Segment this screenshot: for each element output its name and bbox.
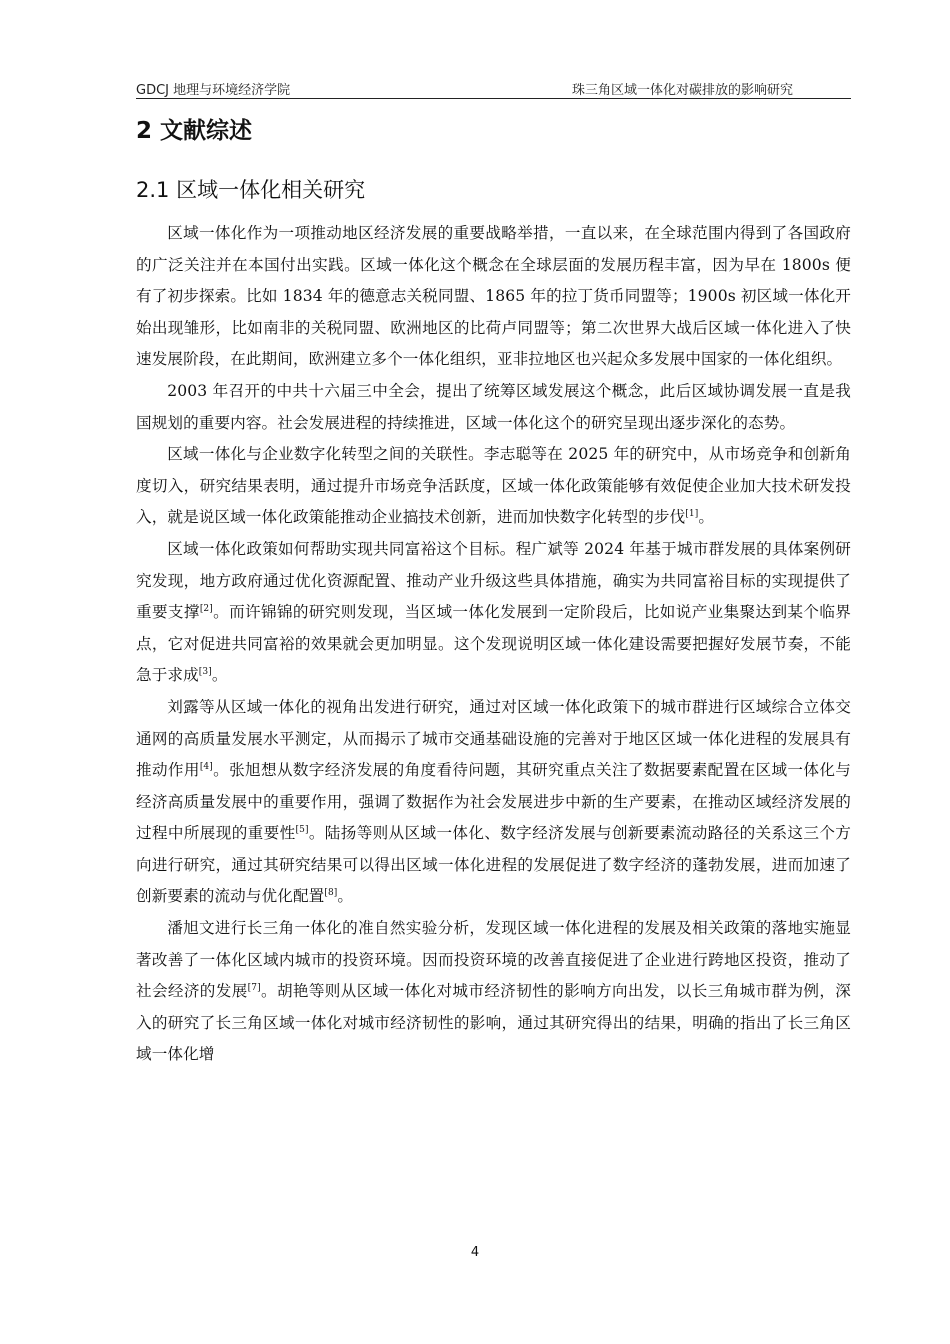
paragraph — [136, 534, 851, 692]
running-header — [136, 76, 851, 99]
paragraph-text: 。 — [211, 666, 228, 685]
paragraph-text: 2003 年召开的中共十六届三中全会，提出了统筹区域发展这个概念，此后区域协调发展一直是我国规划的重要内容。社会发展进程的持续推进，区域一体化这个的研究呈现出逐步深化的态势。 — [136, 381, 851, 432]
paragraph — [136, 692, 851, 913]
paragraph-text: 。张旭想从数字经济发展的角度看待问题，其研究重点关注了数据要素配置在区域一体化与经济高质量发展中的重要作用，强调了数据作为社会发展进步中新的生产要素，在推动区域经济发展的过程中所展现的重要性 — [136, 761, 851, 843]
citation: [3] — [198, 667, 212, 678]
chapter-title: 2 文献综述 — [136, 118, 253, 144]
paragraph-text: 区域一体化与企业数字化转型之间的关联性。李志聪等在 2025 年的研究中，从市场竞争和创新角度切入，研究结果表明，通过提升市场竞争活跃度，区域一体化政策能够有效促使企业加大技术研发投入，就是说区域一体化政策能推动企业搞技术创新，进而加快数字化转型的步伐 — [136, 445, 851, 527]
citation: [2] — [199, 604, 213, 615]
page-number: 4 — [470, 1245, 480, 1260]
header-institution: GDCJ 地理与环境经济学院 — [136, 83, 291, 98]
paragraph-text: 。 — [698, 508, 715, 527]
citation: [5] — [295, 825, 309, 836]
paragraph-text: 。而许锦锦的研究则发现，当区域一体化发展到一定阶段后，比如说产业集聚达到某个临界点，它对促进共同富裕的效果就会更加明显。这个发现说明区域一体化建设需要把握好发展节奏，不能急于求成 — [136, 603, 851, 685]
paragraph — [136, 913, 851, 1071]
paragraph-text: 区域一体化政策如何帮助实现共同富裕这个目标。程广斌等 2024 年基于城市群发展的具体案例研究发现，地方政府通过优化资源配置、推动产业升级这些具体措施，确实为共同富裕目标的实现提供了重要支撑 — [136, 539, 851, 622]
paragraph — [136, 439, 851, 534]
paragraph-text: 潘旭文进行长三角一体化的准自然实验分析，发现区域一体化进程的发展及相关政策的落地实施显著改善了一体化区域内城市的投资环境。因而投资环境的改善直接促进了企业进行跨地区投资，推动了社会经济的发展 — [136, 919, 851, 1001]
body-text — [136, 218, 851, 1071]
paragraph-text: 刘露等从区域一体化的视角出发进行研究，通过对区域一体化政策下的城市群进行区域综合立体交通网的高质量发展水平测定，从而揭示了城市交通基础设施的完善对于地区区域一体化进程的发展具有推动作用 — [136, 697, 851, 780]
paragraph-text: 区域一体化作为一项推动地区经济发展的重要战略举措，一直以来，在全球范围内得到了各国政府的广泛关注并在本国付出实践。区域一体化这个概念在全球层面的发展历程丰富，因为早在 1800s 便有了初步探索。比如 1834 年的德意志关税同盟、1865 年的拉丁货币同盟等；1900s 初区域一体化开始出现雏形，比如南非的关税同盟、欧洲地区的比荷卢同盟等；第二次世界大战后区域一体化进入了快速发展阶段，在此期间，欧洲建立多个一体化组织，亚非拉地区也兴起众多发展中国家的一体化组织。 — [136, 224, 851, 369]
section-title: 2.1 区域一体化相关研究 — [136, 178, 366, 202]
paragraph — [136, 218, 851, 376]
citation: [7] — [247, 983, 261, 994]
citation: [1] — [685, 509, 699, 520]
paragraph-text: 。胡艳等则从区域一体化对城市经济韧性的影响方向出发，以长三角城市群为例，深入的研究了长三角区域一体化对城市经济韧性的影响，通过其研究得出的结果，明确的指出了长三角区域一体化增 — [136, 982, 851, 1064]
header-thesis-title: 珠三角区域一体化对碳排放的影响研究 — [571, 83, 793, 98]
citation: [4] — [199, 762, 213, 773]
citation: [8] — [324, 888, 338, 899]
paragraph-text: 。陆扬等则从区域一体化、数字经济发展与创新要素流动路径的关系这三个方向进行研究，通过其研究结果可以得出区域一体化进程的发展促进了数字经济的蓬勃发展，进而加速了创新要素的流动与优化配置 — [136, 824, 851, 906]
paragraph-text: 。 — [337, 887, 354, 906]
paragraph — [136, 376, 851, 439]
